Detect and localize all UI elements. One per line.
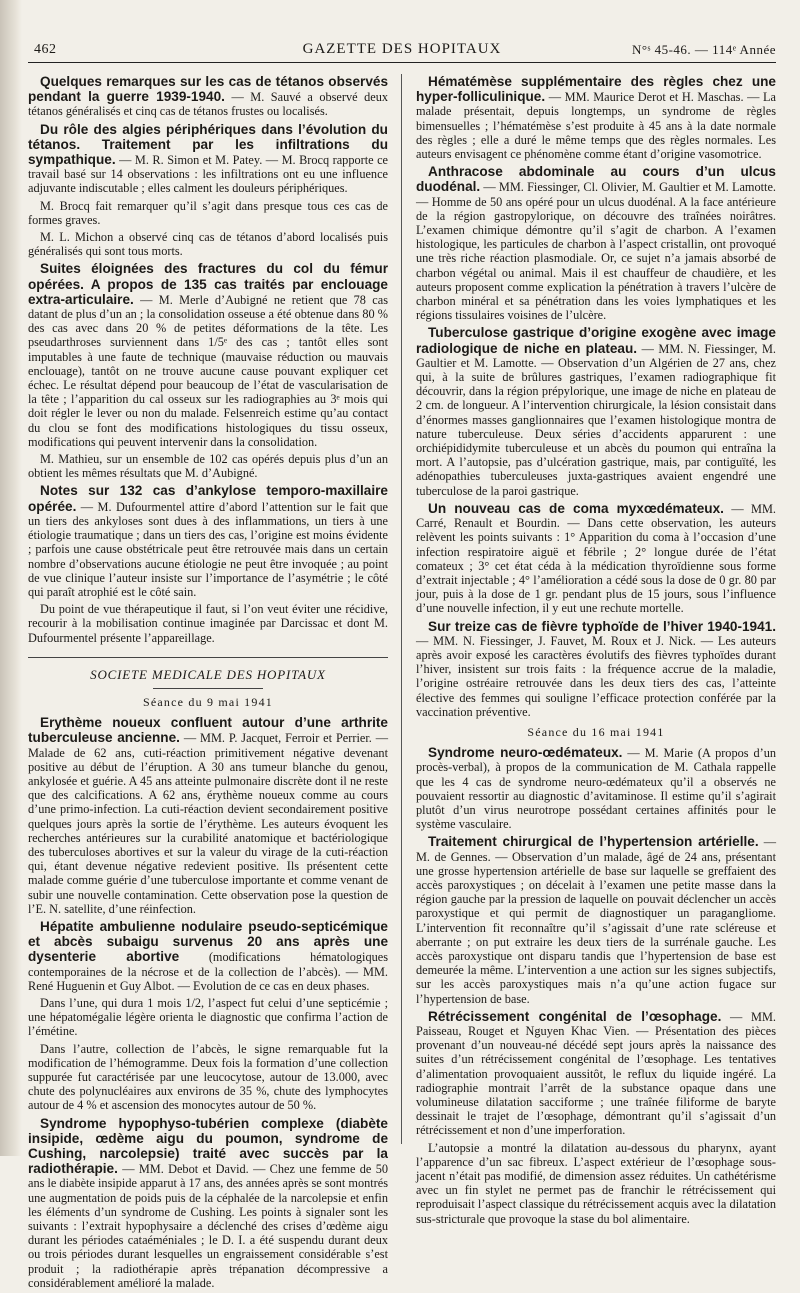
article-title: Hématémèse supplémentaire des règles chez une hyper-folliculinique. [416,74,776,105]
article-text: — M. R. Simon et M. Patey. — M. Brocq rapporte ce travail basé sur 14 observations : les infiltrations ont eu une influence adjuvante indiscutable ; elles calment les douleurs périphériques. [28,153,388,196]
article [416,164,776,322]
article [28,122,388,259]
article-title: Syndrome neuro-œdémateux. [428,745,623,761]
article-title: Rétrécissement congénital de l’œsophage. [428,1008,722,1024]
article [416,1009,776,1226]
heading-rule [153,688,263,689]
article-text: M. L. Michon a observé cinq cas de tétanos d’abord localisés puis généralisés qui sont tous morts. [28,230,388,259]
article-text: M. Brocq fait remarquer qu’il s’agit dans presque tous ces cas de formes graves. [28,198,388,227]
article-title: Erythème noueux confluent autour d’une arthrite tuberculeuse ancienne. [28,715,388,746]
article [416,501,776,616]
session-date: Séance du 16 mai 1941 [527,724,665,739]
journal-title: GAZETTE DES HOPITAUX [302,41,502,57]
article [28,919,388,1113]
article-text: — M. Sauvé a observé deux tétanos généralisés et cinq cas de tétanos frustes ou localisés. [28,90,388,119]
page-number: 462 [34,42,57,57]
issue-number: N°ˢ 45-46. — 114ᵉ Année [632,42,776,57]
article-text: — MM. N. Fiessinger, M. Gaultier et M. Lamotte. — Observation d’un Algérien de 27 ans, chez qui, à la suite de brûlures gastriques, l’examen radiographique fit découvrir, dans la région prépylorique, une image de niche en plateau de 2 cm. de longueur. A l’intervention chirurgicale, la lésion consistait dans d’énormes masses ganglionnaires que l’examen histologique montra de nature tuberculeuse. Deux séries d’accidents apparurent : une orchiépididymite tuberculeuse et un abcès du poumon qui entraîna la mort. A l’autopsie, pas d’ulcération gastrique, mais, par contiguïté, les adénopathies tuberculeuses juxta-gastriques avaient engendré une tuberculose de la paroi gastrique. [416,341,777,498]
article-text: — MM. P. Jacquet, Ferroir et Perrier. — Malade de 62 ans, cuti-réaction primitivement négative devenant positive au début de l’éruption. A 30 ans tumeur blanche du genou, ankylosée et guérie. A 45 ans atteinte pulmonaire discrète dont il ne reste que des calcifications. A 62 ans, érythème noueux comme au cours d’une primo-infection. La cuti-réaction devient secondairement positive quelques jours après la sortie de l’érythème. Les auteurs évoquent les recherches antérieures sur la curabilité anatomique et bactériologique des tuberculoses abortives et sur la valeur du virage de la cuti-réaction qui, étant devenue négative redevient positive. Ils présentent cette malade comme guérie d’une tuberculose importante et comme venant de subir une nouvelle contamination. Cette observation pose la question de l’E. N. satellite, d’une réinfection. [28,731,389,916]
article [28,74,388,119]
article-text: — MM. Paisseau, Rouget et Nguyen Khac Vien. — Présentation des pièces provenant d’un nouveau-né décédé sept jours après la naissance des suites d’un rétrécissement congénital de l’œsophage. Les tentatives d’alimentation provoquaient aussitôt, le reflux du liquide ingéré. La radiographie montrait l’arrêt de la substance opaque dans une volumineuse dilatation sacciforme ; une traînée filiforme de baryte dessinait le trajet de l’œsophage, démontrant qu’il s’agissait d’un rétrécissement et non d’une imperforation. [416,1009,776,1138]
article-title: Notes sur 132 cas d’ankylose temporo-maxillaire opérée. [28,483,388,514]
session-date: Séance du 9 mai 1941 [143,694,273,709]
article-title: Suites éloignées des fractures du col du fémur opérées. A propos de 135 cas traités par enclouage extra-articulaire. [28,261,388,307]
article-text: — MM. Debot et David. — Chez une femme de 50 ans le diabète insipide apparut à 17 ans, des années après se sont montrés une augmentation de poids puis de la céphalée de la narcolepsie et enfin les éléments d’un syndrome de Cushing. Les points à signaler sont les suivants : l’extrait hypophysaire a déclenché des crises d’œdème aigu durant les périodes cataéméniales ; le D. I. a été suspendu durant deux ou trois périodes durant lesquelles un engraissement considérable s’est produit ; la radiothérapie après trépanation décompressive a considérablement amélioré la malade. [28,1162,388,1290]
article-title: Quelques remarques sur les cas de tétanos observés pendant la guerre 1939-1940. [28,74,388,105]
article-text: — M. de Gennes. — Observation d’un malade, âgé de 24 ans, présentant une grosse hypertension artérielle de base sur laquelle se greffaient des accès paroxystiques ; on décelait à l’examen une petite masse dans la région gauche par la pression de laquelle on pouvait déclencher un accès paroxystique et qui permit de diagnostiquer un paragangliome. L’intervention fit reconnaître qu’il s’agissait d’une rate scléreuse et aberrante ; on put extraire les deux tiers de la surrénale gauche. Les accès paroxystique ont disparu tandis que l’hypertension de base est demeurée la même. L’intervention a une action sur les signes subjectifs, sur les accès paroxystiques mais n’a qu’une action fugace sur l’hypertension de base. [416,835,776,1006]
article-text: — M. Dufourmentel attire d’abord l’attention sur le fait que un tiers des ankyloses sont dues à des inflammations, un tiers à une étiologie traumatique ; dans un tiers des cas, l’origine est moins évidente ; parfois une cause obstétricale peut être retrouvée mais dans un certain nombre d’observations aucune étiologie ne peut être invoquée ; au point de vue clinique l’auteur insiste sur l’importance de l’asymétrie ; le côté qui paraît atrophié est le côté sain. [28,499,388,599]
article-text: M. Mathieu, sur un ensemble de 102 cas opérés depuis plus d’un an obtient les mêmes résultats que M. d’Aubigné. [28,452,388,481]
article-text: Dans l’une, qui dura 1 mois 1/2, l’aspect fut celui d’une septicémie ; une hépatomégalie légère orienta le diagnostic que confirma l’action de l’émétine. [28,995,388,1039]
column-divider [401,74,402,1144]
article-text: L’autopsie a montré la dilatation au-dessous du pharynx, ayant l’apparence d’un sac fibreux. L’aspect extérieur de l’œsophage sous-jacent n’était pas modifié, de dimension assez réduites. Un cathétérisme avec un fin stylet ne permet pas de franchir le rétrécissement qui reproduisait l’aspect classique du rétrécissement acquis avec la dilatation sus-stricturale que provoque la stase du bol alimentaire. [416,1140,776,1226]
article-text: Dans l’autre, collection de l’abcès, le signe remarquable fut la modification de l’hémogramme. Deux fois la formation d’une collection suppurée fut caractérisée par une leucocytose, autour de 13.000, avec chute des polynucléaires aux environs de 35 %, chute des lymphocytes autour de 4 % et ascension des monocytes autour de 50 %. [28,1041,388,1113]
article-title: Traitement chirurgical de l’hypertension artérielle. [428,834,759,850]
left-column [28,74,388,1293]
right-column [416,74,776,1229]
article-title: Anthracose abdominale au cours d’un ulcus duodénal. [416,164,776,195]
article-text: — MM. Fiessinger, Cl. Olivier, M. Gaultier et M. Lamotte. — Homme de 50 ans opéré pour un ulcus duodénal. A la face antérieure de la région gastropylorique, on découvre des traînées noirâtres. L’examen chimique démontre qu’il s’agit de charbon. A l’examen histologique, les particules de charbon à l’aspect cristallin, ont provoqué une très riche réaction plasmodiale. Or, ce sujet n’a jamais absorbé de charbon végétal ou animal. Mais il est chauffeur de chaudière, et les auteurs proposent comme explication la pénétration à travers l’ulcère de charbon minéral et sa pénétration dans les voies lymphatiques et les régions tissulaires voisines de l’ulcère. [416,180,777,323]
society-name: SOCIETE MEDICALE DES HOPITAUX [90,666,326,682]
article-title: Tuberculose gastrique d’origine exogène avec image radiologique de niche en plateau. [416,325,776,356]
article [416,325,776,497]
article-text: — MM. Carré, Renault et Bourdin. — Dans cette observation, les auteurs relèvent les points suivants : 1° Apparition du coma à l’occasion d’une infection respiratoire aiguë et fébrile ; 2° longue durée de l’état comateux ; 3° cet état céda à la médication thyroïdienne sous forme d’extrait injectable ; 4° l’amélioration a cédé sous la dose de 0 gr. 80 par jour, puis à la dose de 1 gr. pendant plus de 15 jours, sous l’influence d’une nouvelle infection, il y eut une rechute mortelle. [416,501,776,616]
page-gutter-shadow [0,0,22,1156]
article-text: — M. Merle d’Aubigné ne retient que 78 cas datant de plus d’un an ; la consolidation osseuse a été obtenue dans 80 % des cas avec dans 20 % de petites déformations de la tête. Les pseudarthroses surviennent dans 1/5ᵉ des cas ; tantôt elles sont imputables à une faute de technique (mauvaise réduction ou mauvais enclouage), tantôt on ne trouve aucune cause pouvant expliquer cet échec. Le résultat dépend pour beaucoup de l’état de vascularisation de la tête ; l’apparition du cal osseux sur les radiographies au 3ᵉ mois qui doit régler le lever ou non du malade. Felsenreich estime qu’au contact du clou se font des modifications histologiques du tissu osseux, modifications qui peuvent intervenir dans la consolidation. [28,292,388,449]
section-heading [28,657,388,689]
article-title: Syndrome hypophyso-tubérien complexe (diabète insipide, œdème aigu du poumon, syndrome de Cushing, narcolepsie) traité avec succès par la radiothérapie. [28,1115,388,1177]
article [416,619,776,719]
article [416,74,776,161]
article [28,715,388,916]
article-title: Du rôle des algies périphériques dans l’évolution du tétanos. Traitement par les infiltrations du sympathique. [28,121,388,168]
article-text: — M. Marie (A propos d’un procès-verbal), à propos de la communication de M. Cathala rappelle que les 4 cas de syndrome neuro-œdémateux qu’il a observés ne pouvaient ressortir au diagnostic d’avitaminose. Il estime qu’il s’agirait plutôt d’un virus neurotrope possédant certaines affinités pour le système vasculaire. [416,746,777,832]
article [416,745,776,831]
article-title: Sur treize cas de fièvre typhoïde de l’hiver 1940-1941. [428,618,776,634]
running-header [28,36,776,63]
journal-page [28,36,777,1290]
article-text: — MM. N. Fiessinger, J. Fauvet, M. Roux et J. Nick. — Les auteurs après avoir exposé les caractères évolutifs des fièvres typhoïdes durant l’hiver, insistent sur trois faits : la fréquence accrue de la maladie, l’origine ostréaire retrouvée dans les deux tiers des cas, l’atteinte élective des femmes qui souligne l’efficace protection conférée par la vaccination préventive. [416,633,776,719]
article [28,483,388,644]
article [28,1116,388,1290]
article [416,834,776,1005]
article-text: Du point de vue thérapeutique il faut, si l’on veut éviter une récidive, recourir à la mobilisation continue imaginée par Darcissac et dont M. Dufourmentel présente l’appareillage. [28,602,388,645]
article-title: Hépatite ambulienne nodulaire pseudo-septicémique et abcès subaigu survenus 20 ans après une dysenterie abortive [28,918,388,965]
article-text: (modifications hématologiques contemporaines de la nécrose et de la collection de l’abcès). — MM. René Huguenin et Guy Albot. — Evolution de ce cas en deux phases. [28,950,388,993]
article-text: — MM. Maurice Derot et H. Maschas. — La malade présentait, depuis longtemps, un syndrome de règles bimensuelles ; l’hématémèse s’est produite à 45 ans à la date normale des règles ; elle a duré le même temps que des règles normales. Les auteurs envisagent ce phénomène comme étant d’origine vasomotrice. [416,90,776,162]
article [28,261,388,480]
article-title: Un nouveau cas de coma myxœdémateux. [428,500,724,516]
